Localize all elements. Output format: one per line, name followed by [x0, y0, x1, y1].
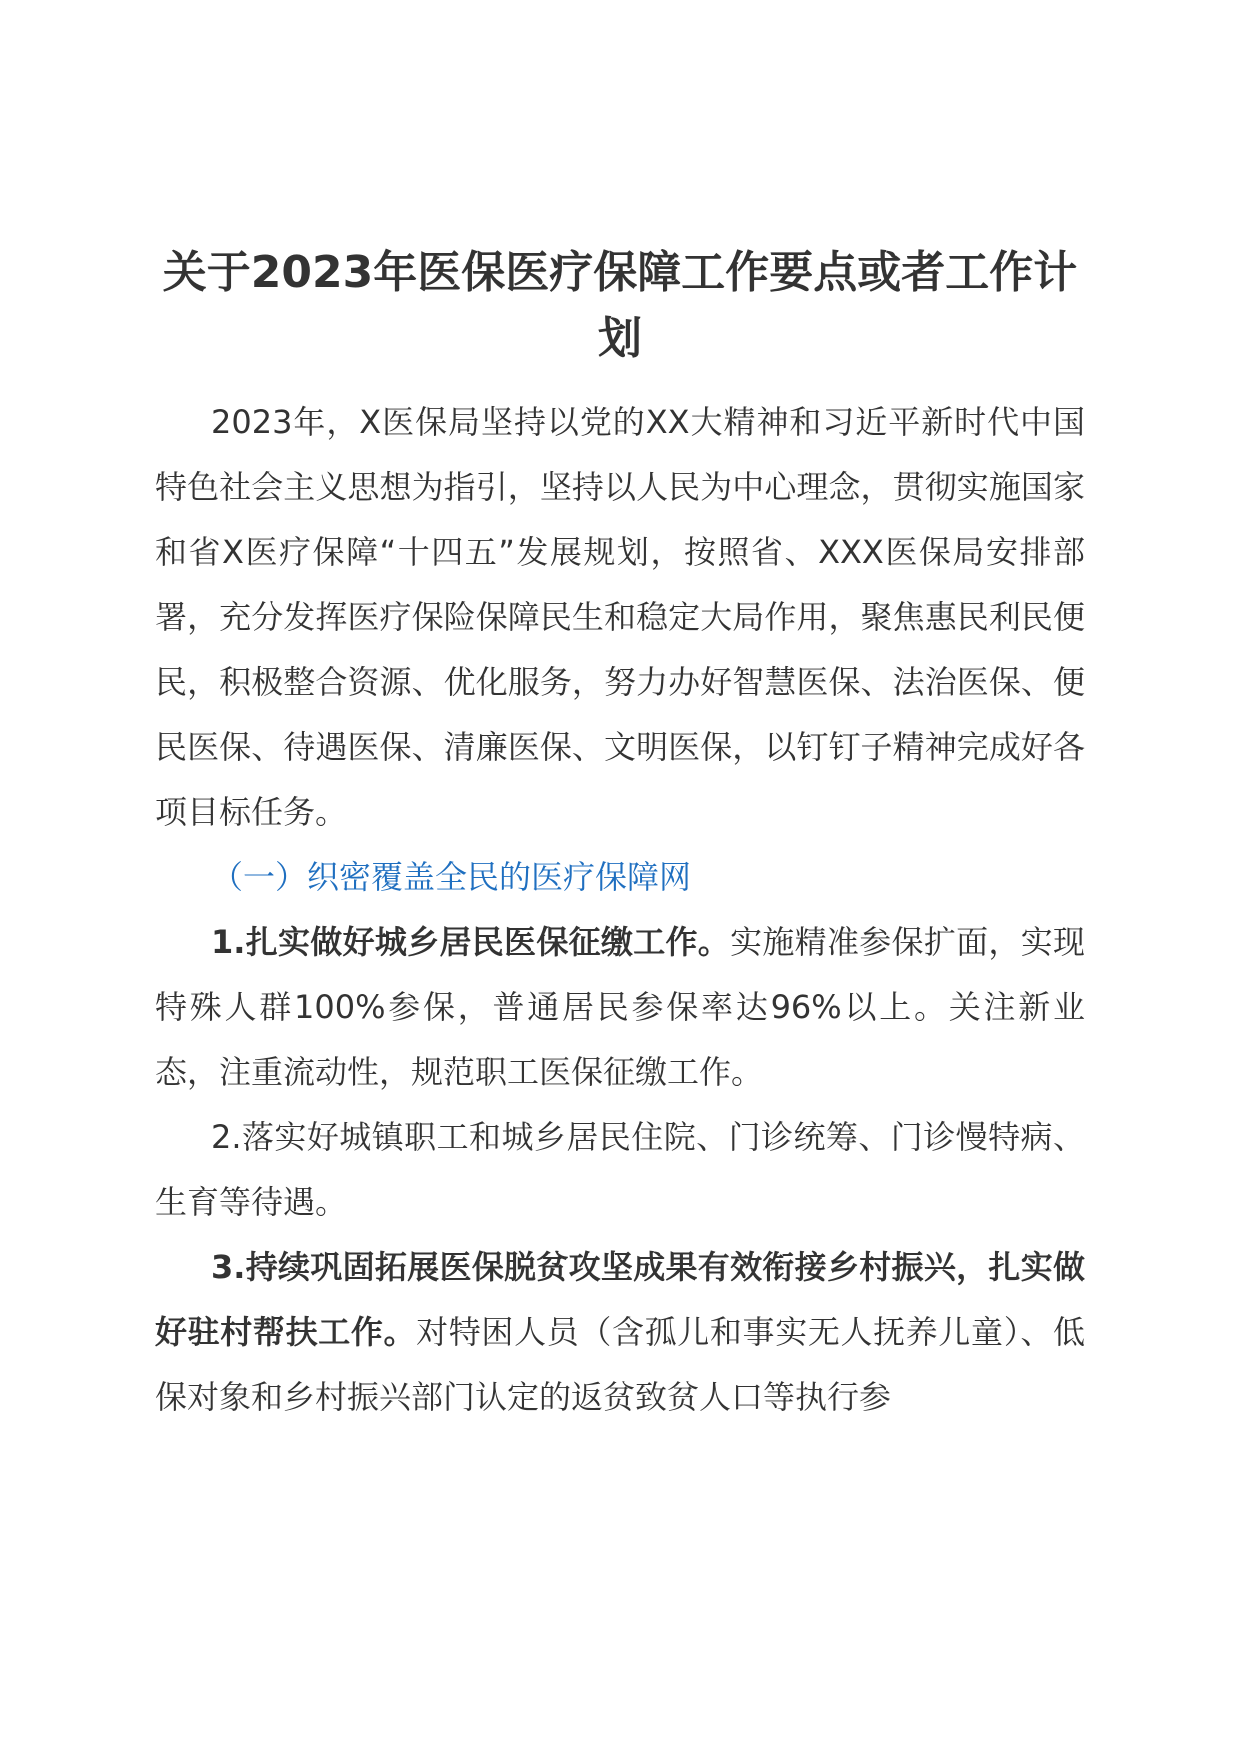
item-2-paragraph: 2.落实好城镇职工和城乡居民住院、门诊统筹、门诊慢特病、生育等待遇。	[155, 1118, 1085, 1221]
item-3-paragraph	[155, 1235, 1085, 1430]
item-1-paragraph	[155, 910, 1085, 1105]
intro-paragraph: 2023年，X医保局坚持以党的XX大精神和习近平新时代中国特色社会主义思想为指引，坚持以人民为中心理念，贯彻实施国家和省X医疗保障“十四五”发展规划，按照省、XXX医保局安排部署，充分发挥医疗保险保障民生和稳定大局作用，聚焦惠民利民便民，积极整合资源、优化服务，努力办好智慧医保、法治医保、便民医保、待遇医保、清廉医保、文明医保，以钉钉子精神完成好各项目标任务。	[155, 403, 1085, 831]
section-heading: （一）织密覆盖全民的医疗保障网	[211, 858, 692, 896]
document-title: 关于2023年医保医疗保障工作要点或者工作计划	[162, 247, 1078, 364]
item-1-lead: 1.扎实做好城乡居民医保征缴工作。	[211, 923, 731, 961]
item-3-lead: 3.持续巩固拓展医保脱贫攻坚成果有效衔接乡村振兴，扎实做好驻村帮扶工作。	[155, 1248, 1085, 1351]
item-3-body: 对特困人员（含孤儿和事实无人抚养儿童）、低保对象和乡村振兴部门认定的返贫致贫人口等执行参	[155, 1313, 1085, 1416]
item-1-body: 实施精准参保扩面，实现特殊人群100%参保，普通居民参保率达96%以上。关注新业态，注重流动性，规范职工医保征缴工作。	[155, 923, 1085, 1091]
document-page	[155, 240, 1085, 1430]
